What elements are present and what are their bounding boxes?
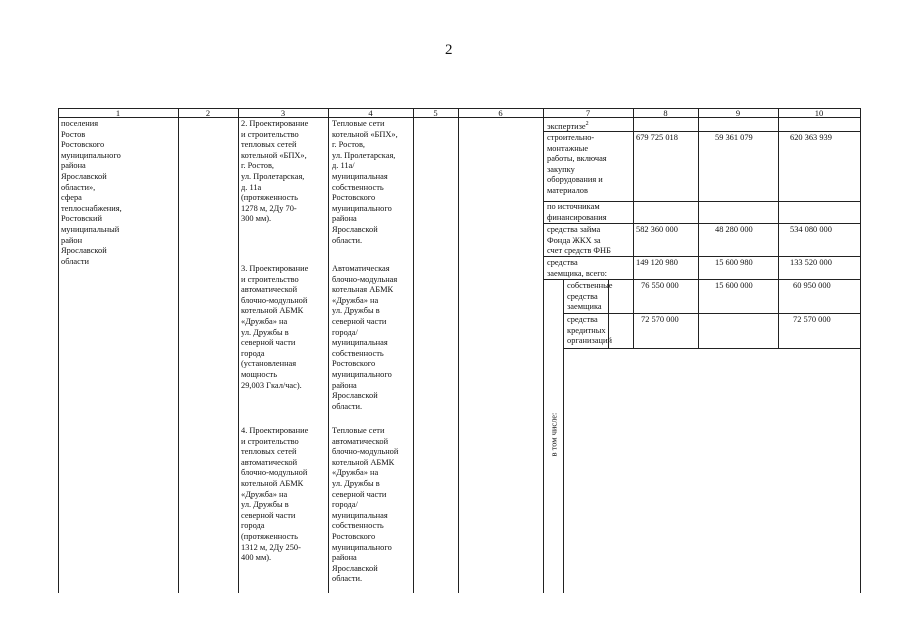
object-4: Тепловые сети автоматической блочно-модульной котельной АБМК «Дружба» на ул. Дружбы в северной части города/ муниципальная собственность Ростовского муниципального района Ярославской области. bbox=[332, 426, 399, 584]
construction-total: 679 725 018 bbox=[636, 133, 678, 142]
expertise-label: экспертизе$^2$ bbox=[547, 121, 589, 131]
construction-label: строительно- монтажные работы, включая закупку оборудования и материалов bbox=[547, 133, 607, 195]
credit-label: средства кредитных организаций bbox=[567, 315, 612, 346]
own-funds-total: 76 550 000 bbox=[641, 281, 679, 290]
header-col-1: 1 bbox=[115, 108, 121, 118]
header-col-6: 6 bbox=[498, 108, 503, 118]
municipality-cell: поселения Ростов Ростовского муниципального района Ярославской области», сфера теплоснабжения, Ростовский муниципальный район Ярославской области bbox=[61, 119, 122, 266]
own-funds-year1: 15 600 000 bbox=[715, 281, 753, 290]
header-col-8: 8 bbox=[663, 108, 668, 118]
measure-4: 4. Проектирование и строительство тепловых сетей автоматической блочно-модульной котельной АБМК «Дружба» на ул. Дружбы в северной части города (протяженность 1312 м, 2Ду 250- 400 мм). bbox=[241, 426, 309, 563]
header-col-4: 4 bbox=[368, 108, 373, 118]
header-col-2: 2 bbox=[205, 108, 211, 118]
loan-label: средства займа Фонда ЖКХ за счет средств ФНБ bbox=[547, 225, 611, 256]
by-sources-label: по источникам финансирования bbox=[547, 202, 607, 222]
measure-3: 3. Проектирование и строительство автоматической блочно-модульной котельной АБМК «Дружба» на ул. Дружбы в северной части города (установленная мощность 29,003 Гкал/час). bbox=[241, 264, 309, 390]
page-number: 2 bbox=[445, 42, 453, 58]
construction-year1: 59 361 079 bbox=[715, 133, 753, 142]
borrower-total: 149 120 980 bbox=[636, 258, 678, 267]
header-col-10: 10 bbox=[814, 108, 824, 118]
loan-year1: 48 280 000 bbox=[715, 225, 753, 234]
header-col-9: 9 bbox=[735, 108, 741, 118]
header-col-7: 7 bbox=[585, 108, 591, 118]
construction-year2: 620 363 939 bbox=[790, 133, 832, 142]
loan-total: 582 360 000 bbox=[636, 225, 678, 234]
own-funds-year2: 60 950 000 bbox=[793, 281, 831, 290]
measure-2: 2. Проектирование и строительство тепловых сетей котельной «БПХ», г. Ростов, ул. Пролетарская, д. 11а (протяженность 1278 м, 2Ду 70- 300 мм). bbox=[241, 119, 309, 224]
financing-table bbox=[58, 108, 861, 593]
borrower-label: средства заемщика, всего: bbox=[547, 258, 608, 278]
including-label: в том числе: bbox=[549, 412, 559, 457]
borrower-year1: 15 600 980 bbox=[715, 258, 753, 267]
credit-total: 72 570 000 bbox=[641, 315, 679, 324]
loan-year2: 534 080 000 bbox=[790, 225, 832, 234]
header-col-3: 3 bbox=[280, 108, 286, 118]
borrower-year2: 133 520 000 bbox=[790, 258, 832, 267]
credit-year2: 72 570 000 bbox=[793, 315, 831, 324]
object-2: Тепловые сети котельной «БПХ», г. Ростов, ул. Пролетарская, д. 11а/ муниципальная собственность Ростовского муниципального района Ярославской области. bbox=[332, 119, 398, 245]
header-col-5: 5 bbox=[433, 108, 438, 118]
own-funds-label: собственные средства заемщика bbox=[567, 281, 613, 312]
object-3: Автоматическая блочно-модульная котельная АБМК «Дружба» на ул. Дружбы в северной части города/ муниципальная собственность Ростовского муниципального района Ярославской области. bbox=[332, 264, 398, 411]
